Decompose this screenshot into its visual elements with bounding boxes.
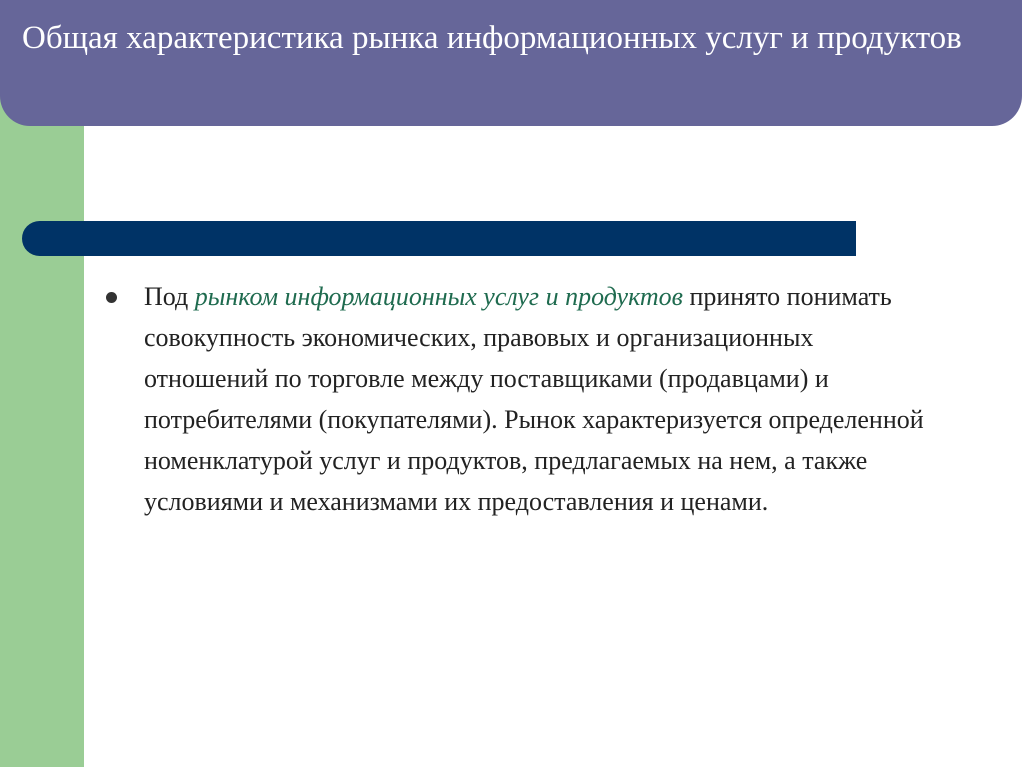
bullet-emphasis: рынком информационных услуг и продуктов (194, 282, 683, 311)
bullet-item (104, 276, 944, 522)
divider-bar (22, 221, 856, 256)
bullet-dot-icon (106, 292, 117, 303)
title-band (0, 0, 1022, 126)
slide-title: Общая характеристика рынка информационных услуг и продуктов (22, 20, 962, 56)
bullet-body: принято понимать совокупность экономических, правовых и организационных отношений по торговле между поставщиками (продавцами) и потребителями (покупателями). Рынок характеризуется определенной номенклатурой услуг и продуктов, предлагаемых на нем, а также условиями и механизмами их предоставления и ценами. (144, 282, 924, 516)
slide-content (104, 276, 944, 522)
bullet-lead: Под (144, 282, 195, 311)
